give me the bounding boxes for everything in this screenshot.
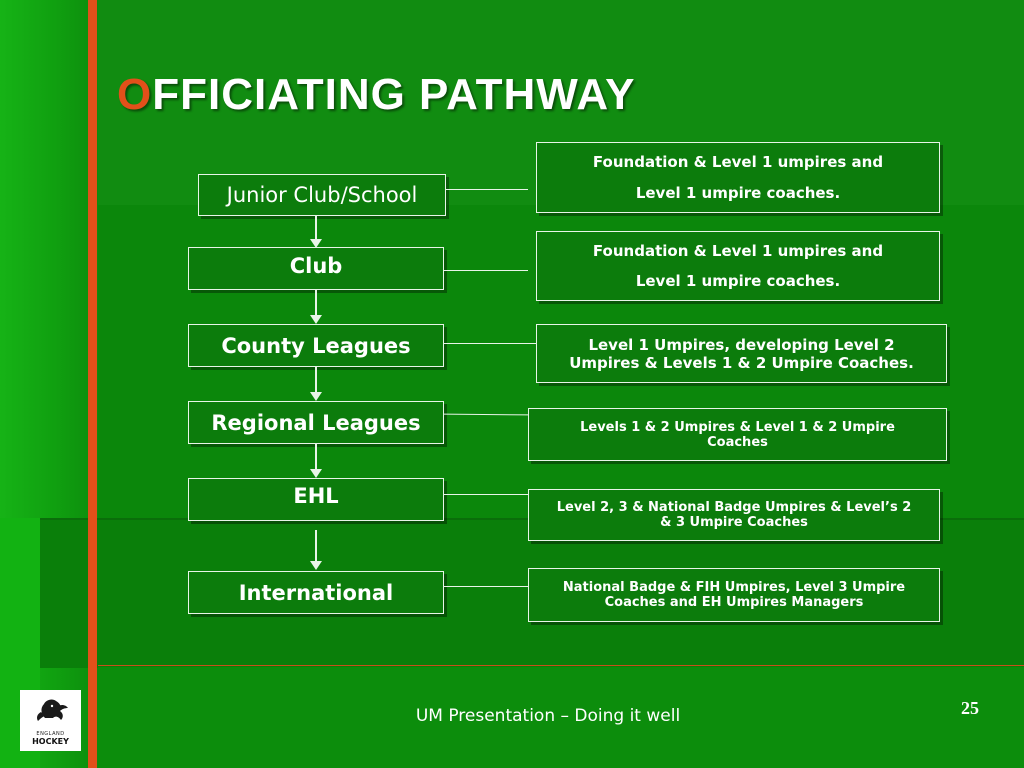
pathway-description-ehl bbox=[528, 489, 940, 541]
description-line: Levels 1 & 2 Umpires & Level 1 & 2 Umpire bbox=[580, 419, 895, 435]
description-line: Umpires & Levels 1 & 2 Umpire Coaches. bbox=[569, 353, 914, 372]
pathway-level-label: International bbox=[238, 580, 394, 605]
pathway-level-label: County Leagues bbox=[221, 333, 411, 358]
connector-2 bbox=[444, 270, 528, 271]
description-line: & 3 Umpire Coaches bbox=[660, 515, 808, 530]
arrow-down-1 bbox=[315, 216, 317, 240]
pathway-description-club bbox=[536, 231, 940, 301]
pathway-level-club bbox=[188, 247, 444, 290]
england-hockey-logo bbox=[20, 690, 81, 751]
description-line: National Badge & FIH Umpires, Level 3 Umpire bbox=[562, 580, 906, 595]
pathway-level-label: Club bbox=[289, 253, 343, 278]
footer-divider bbox=[98, 665, 1024, 666]
arrow-down-5 bbox=[315, 530, 317, 562]
pathway-level-label: Regional Leagues bbox=[211, 410, 421, 435]
connector-1 bbox=[446, 189, 528, 190]
pathway-level-county bbox=[188, 324, 444, 367]
arrow-down-4 bbox=[315, 444, 317, 470]
connector-6 bbox=[444, 586, 528, 587]
description-line: Foundation & Level 1 umpires and bbox=[592, 153, 884, 172]
connector-5 bbox=[444, 494, 528, 495]
pathway-level-label: Junior Club/School bbox=[226, 183, 418, 207]
description-line: Foundation & Level 1 umpires and bbox=[592, 242, 884, 260]
pathway-level-international bbox=[188, 571, 444, 614]
description-line: Level 1 umpire coaches. bbox=[635, 272, 841, 290]
description-line: Level 2, 3 & National Badge Umpires & Level’s 2 bbox=[556, 500, 912, 515]
pathway-description-international bbox=[528, 568, 940, 622]
pathway-level-regional bbox=[188, 401, 444, 444]
logo-line-2: HOCKEY bbox=[32, 737, 69, 746]
footer-text: UM Presentation – Doing it well bbox=[415, 706, 681, 726]
description-line: Coaches and EH Umpires Managers bbox=[604, 595, 864, 610]
pathway-level-label: EHL bbox=[293, 483, 339, 508]
slide-title-rest: FFICIATING PATHWAY bbox=[152, 70, 636, 119]
description-line: Level 1 umpire coaches. bbox=[635, 183, 841, 202]
pathway-description-county bbox=[536, 324, 947, 383]
pathway-description-regional bbox=[528, 408, 947, 461]
logo-line-1: ENGLAND bbox=[36, 731, 65, 737]
arrow-down-2 bbox=[315, 290, 317, 316]
arrow-down-3 bbox=[315, 367, 317, 393]
description-line: Level 1 Umpires, developing Level 2 bbox=[588, 335, 895, 354]
lion-emblem-icon bbox=[31, 694, 71, 724]
accent-vertical-bar bbox=[88, 0, 97, 768]
page-number: 25 bbox=[961, 698, 979, 718]
slide-title-initial: O bbox=[117, 70, 153, 119]
pathway-level-ehl bbox=[188, 478, 444, 521]
pathway-description-junior bbox=[536, 142, 940, 213]
description-line: Coaches bbox=[707, 434, 768, 450]
connector-3 bbox=[444, 343, 536, 344]
pathway-level-junior bbox=[198, 174, 446, 216]
slide-title bbox=[117, 70, 635, 130]
